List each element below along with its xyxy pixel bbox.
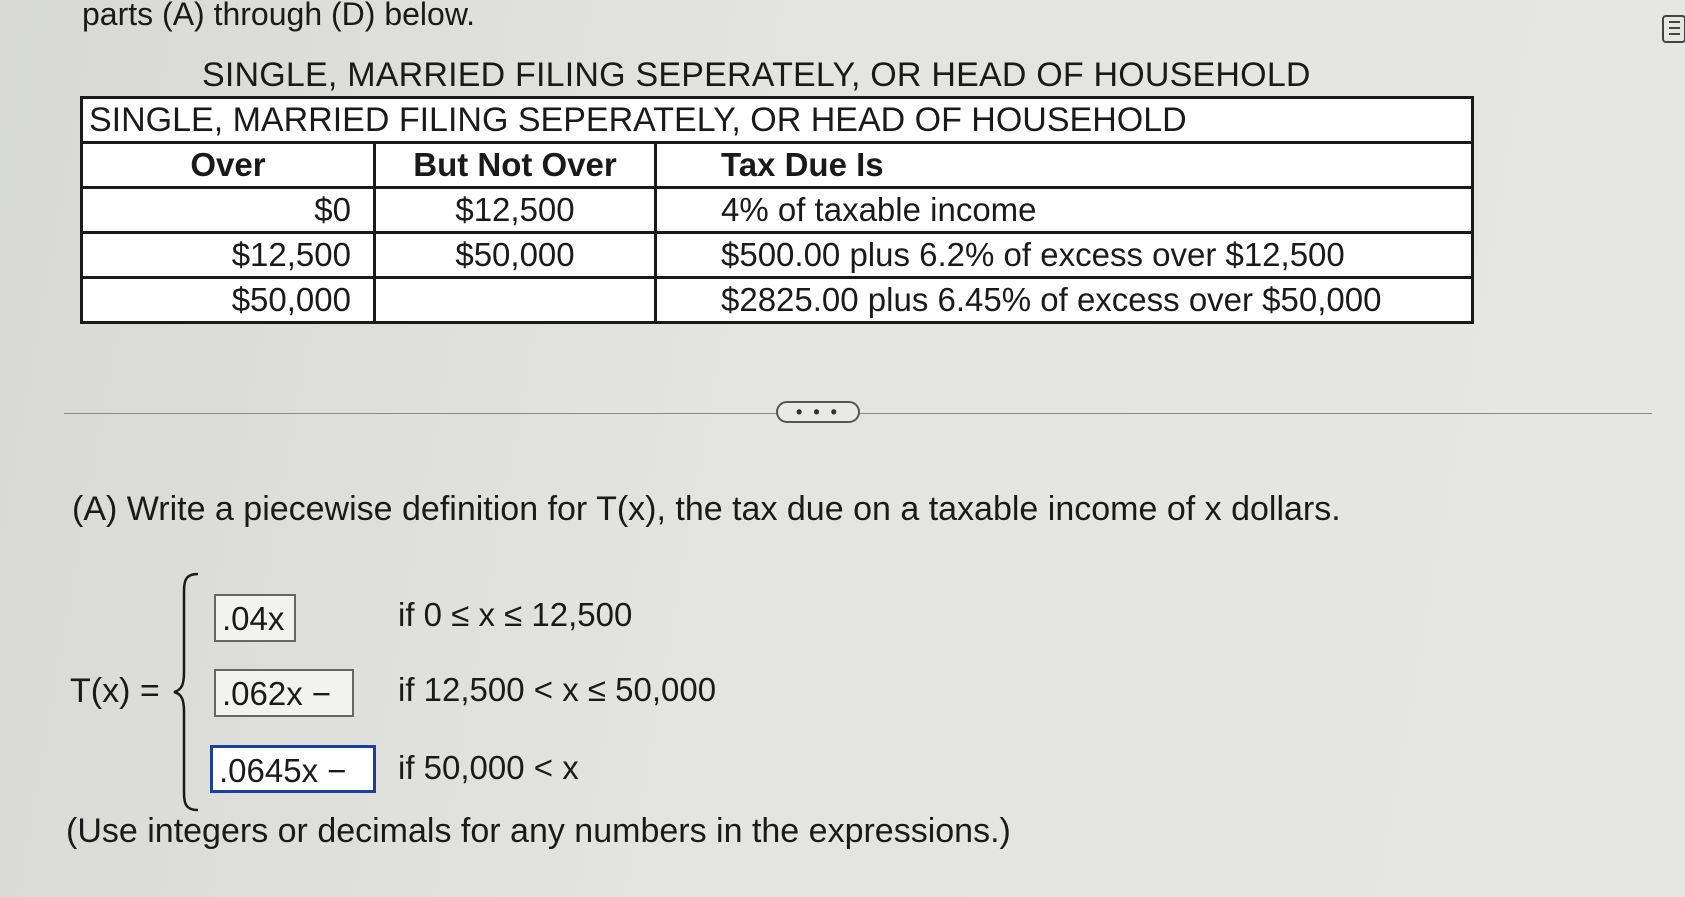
cell-tax-due: $500.00 plus 6.2% of excess over $12,500 (656, 233, 1473, 278)
tax-table (80, 96, 1474, 324)
header-over: Over (82, 143, 375, 188)
expand-more-button[interactable] (776, 401, 860, 423)
cell-tax-due: $2825.00 plus 6.45% of excess over $50,000 (656, 278, 1473, 323)
header-but-not-over: But Not Over (375, 143, 656, 188)
cell-but-not-over: $50,000 (375, 233, 656, 278)
intro-text: parts (A) through (D) below. (82, 0, 476, 32)
piece-1-answer-input[interactable]: .04x (214, 594, 296, 642)
cell-tax-due: 4% of taxable income (656, 188, 1473, 233)
table-row (82, 233, 1473, 278)
cell-but-not-over (375, 278, 656, 323)
side-panel-icon[interactable] (1660, 14, 1685, 44)
table-title: SINGLE, MARRIED FILING SEPERATELY, OR HEAD OF HOUSEHOLD (82, 98, 1473, 143)
instruction-note: (Use integers or decimals for any numbers in the expressions.) (66, 812, 1011, 850)
cell-but-not-over: $12,500 (375, 188, 656, 233)
table-title-row (82, 98, 1473, 143)
table-row (82, 188, 1473, 233)
ellipsis-icon: • • • (796, 402, 840, 422)
table-row (82, 278, 1473, 323)
piece-3-answer-input[interactable]: .0645x − (210, 745, 376, 793)
function-label: T(x) = (70, 672, 160, 710)
piece-1-condition: if 0 ≤ x ≤ 12,500 (398, 596, 633, 633)
piece-3-condition: if 50,000 < x (398, 749, 579, 786)
table-header-row (82, 143, 1473, 188)
left-brace-icon (172, 572, 202, 812)
cell-over: $0 (82, 188, 375, 233)
piece-2-condition: if 12,500 < x ≤ 50,000 (398, 671, 717, 708)
cell-over: $50,000 (82, 278, 375, 323)
header-tax-due: Tax Due Is (656, 143, 1473, 188)
cell-over: $12,500 (82, 233, 375, 278)
question-text: (A) Write a piecewise definition for T(x), the tax due on a taxable income of x dollars. (72, 490, 1341, 528)
table-caption: SINGLE, MARRIED FILING SEPERATELY, OR HEAD OF HOUSEHOLD (202, 56, 1311, 94)
piece-2-answer-input[interactable]: .062x − (214, 669, 354, 717)
